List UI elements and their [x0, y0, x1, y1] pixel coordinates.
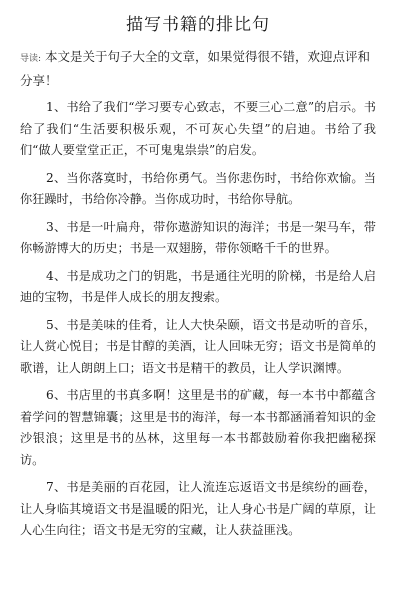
paragraph-4: 4、书是成功之门的钥匙，书是通往光明的阶梯，书是给人启迪的宝物，书是伴人成长的朋友搜索。 [20, 268, 376, 304]
intro-text: 本文是关于句子大全的文章，如果觉得很不错，欢迎点评和分享！ [20, 49, 371, 88]
paragraph-6: 6、书店里的书真多啊！这里是书的矿藏，每一本书中都蕴含着学问的智慧锦囊；这里是书的海洋，每一本书都涵涌着知识的金沙银浪；这里是书的丛林，这里每一本书都鼓励着你我把幽秘探访。 [20, 388, 376, 467]
paragraph-2: 2、当你落寞时，书给你勇气。当你悲伤时，书给你欢愉。当你狂躁时，书给你冷静。当你成功时，书给你导航。 [20, 170, 376, 206]
paragraph-3: 3、书是一叶扁舟，带你遨游知识的海洋；书是一架马车，带你畅游博大的历史；书是一双翅膀，带你领略千千的世界。 [20, 219, 376, 255]
paragraph-7: 7、书是美丽的百花园，让人流连忘返语文书是缤纷的画卷，让人身临其境语文书是温暖的阳光，让人身心书是广阔的草原，让人心生向往；语文书是无穷的宝藏，让人获益匪浅。 [20, 480, 376, 537]
intro-label: 导读: [20, 54, 42, 64]
intro-paragraph [20, 46, 376, 91]
document-title: 描写书籍的排比句 [126, 15, 270, 35]
paragraph-1: 1、书给了我们“学习要专心致志，不要三心二意”的启示。书给了我们“生活要积极乐观，不可灰心失望”的启迪。书给了我们“做人要堂堂正正，不可鬼鬼祟祟”的启发。 [20, 100, 376, 157]
paragraph-5: 5、书是美味的佳肴，让人大快朵颐，语文书是动听的音乐，让人赏心悦目；书是甘醇的美酒，让人回味无穷；语文书是简单的歌谱，让人朗朗上口；语文书是精干的教员，让人学识渊博。 [20, 317, 376, 375]
